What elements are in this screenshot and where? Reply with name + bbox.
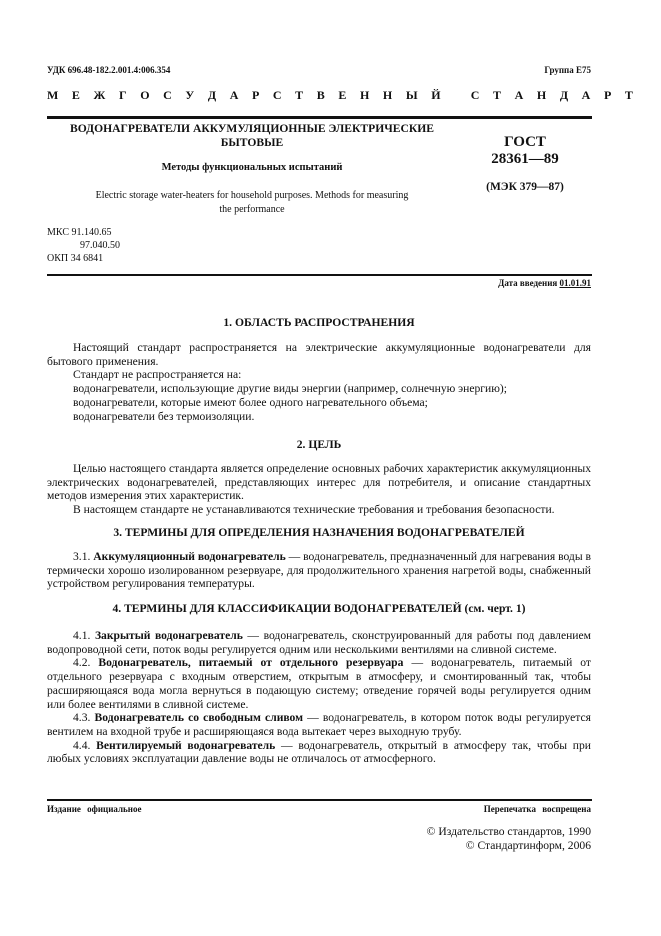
iec-reference: (МЭК 379—87) [486, 181, 564, 193]
section-heading: 3. ТЕРМИНЫ ДЛЯ ОПРЕДЕЛЕНИЯ НАЗНАЧЕНИЯ ВОДОНАГРЕВАТЕЛЕЙ [113, 526, 525, 539]
section-1-body [47, 341, 591, 423]
english-title-line: Electric storage water-heaters for household purposes. Methods for measuring [95, 190, 409, 201]
effective-date [498, 278, 591, 288]
udk-code: УДК 696.48-182.2.001.4:006.354 [47, 65, 171, 75]
title-line: БЫТОВЫЕ [220, 136, 284, 149]
document-title [47, 122, 457, 150]
term: Водонагреватель со свободным сливом [94, 711, 304, 725]
paragraph: водонагреватели, использующие другие виды энергии (например, солнечную энергию); [73, 382, 508, 396]
paragraph: В настоящем стандарте не устанавливаются технические требования и требования безопасности. [73, 503, 555, 517]
term: Водонагреватель, питаемый от отдельного резервуара [98, 656, 404, 670]
definition: — водонагреватель, предназначенный для нагревания воды в термически хорошо изолированном резервуаре, для продолжительного хранения нагретой воды, снабженный устройством регулирования температуры. [47, 550, 592, 591]
section-2-body [47, 462, 591, 517]
definition: — водонагреватель, питаемый от отдельного резервуара с входным отверстием, открытым в атмосферу, и смонтированный так, чтобы расширяющаяся вода могла вернуться в подающую систему; отведение горячей воды регулируется одним или более вентилями в сливной системе. [47, 656, 591, 711]
english-title-line: the performance [219, 204, 285, 215]
definition: — водонагреватель, открытый в атмосферу так, чтобы при любых условиях эксплуатации давление воды не отличалось от атмосферного. [47, 738, 591, 766]
date-value: 01.01.91 [559, 278, 591, 288]
mks-code: МКС 91.140.65 [47, 227, 112, 238]
standard-banner: М Е Ж Г О С У Д А Р С Т В Е Н Н Ы Й С Т А Н Д А Р Т [47, 88, 639, 102]
footer-rule [47, 799, 592, 801]
title-line: ВОДОНАГРЕВАТЕЛИ АККУМУЛЯЦИОННЫЕ ЭЛЕКТРИЧЕСКИЕ [70, 122, 434, 135]
term-number: 4.4. [73, 738, 91, 752]
header-rule [47, 274, 592, 276]
mks-code: 97.040.50 [80, 240, 120, 251]
section-heading: 4. ТЕРМИНЫ ДЛЯ КЛАССИФИКАЦИИ ВОДОНАГРЕВАТЕЛЕЙ (см. черт. 1) [112, 602, 526, 615]
definition: — водонагреватель, в котором поток воды регулируется вентилем на входной трубе и расширяющаяся вода вытекает через выходную трубу. [47, 711, 591, 738]
term-definition [47, 711, 591, 738]
section-4-body [47, 629, 591, 766]
term-number: 3.1. [73, 550, 91, 563]
document-subtitle: Методы функциональных испытаний [161, 162, 343, 173]
official-edition: Издание официальное [47, 804, 142, 814]
copyright [427, 825, 591, 853]
term-definition [47, 656, 591, 711]
section-heading: 2. ЦЕЛЬ [296, 438, 342, 451]
term: Аккумуляционный водонагреватель [93, 550, 286, 563]
gost-code: 28361—89 [491, 151, 559, 167]
reprint-notice: Перепечатка воспрещена [483, 804, 591, 814]
gost-number [460, 134, 590, 168]
section-3-body [47, 550, 591, 591]
term-number: 4.2. [73, 656, 91, 670]
paragraph: водонагреватели без термоизоляции. [73, 409, 255, 423]
paragraph: Настоящий стандарт распространяется на электрические аккумуляционные водонагреватели для бытового применения. [47, 341, 591, 368]
group-code: Группа Е75 [544, 65, 591, 75]
term: Вентилируемый водонагреватель [96, 738, 276, 752]
paragraph: Целью настоящего стандарта является определение основных рабочих характеристик аккумуляционных электрических водонагревателей, представляющих интерес для потребителя, и описание стандартных методов измерения этих характеристик. [47, 462, 591, 503]
classification-codes [47, 226, 120, 265]
term-definition [47, 739, 591, 766]
okp-code: ОКП 34 6841 [47, 253, 104, 264]
top-rule [47, 116, 592, 119]
term-number: 4.3. [73, 711, 91, 725]
date-label: Дата введения [498, 278, 558, 288]
definition: — водонагреватель, сконструированный для работы под давлением водопроводной сети, поток воды регулируется одним или несколькими вентилями на сливной системе. [47, 629, 591, 656]
term-definition [47, 550, 591, 591]
paragraph: Стандарт не распространяется на: [73, 368, 242, 382]
copyright-line: © Стандартинформ, 2006 [465, 839, 591, 852]
term-definition [47, 629, 591, 656]
copyright-line: © Издательство стандартов, 1990 [426, 825, 591, 838]
paragraph: водонагреватели, которые имеют более одного нагревательного объема; [73, 395, 428, 409]
gost-label: ГОСТ [504, 134, 546, 150]
term: Закрытый водонагреватель [94, 629, 243, 642]
term-number: 4.1. [73, 629, 91, 642]
section-heading: 1. ОБЛАСТЬ РАСПРОСТРАНЕНИЯ [223, 316, 415, 329]
english-title [47, 189, 457, 217]
